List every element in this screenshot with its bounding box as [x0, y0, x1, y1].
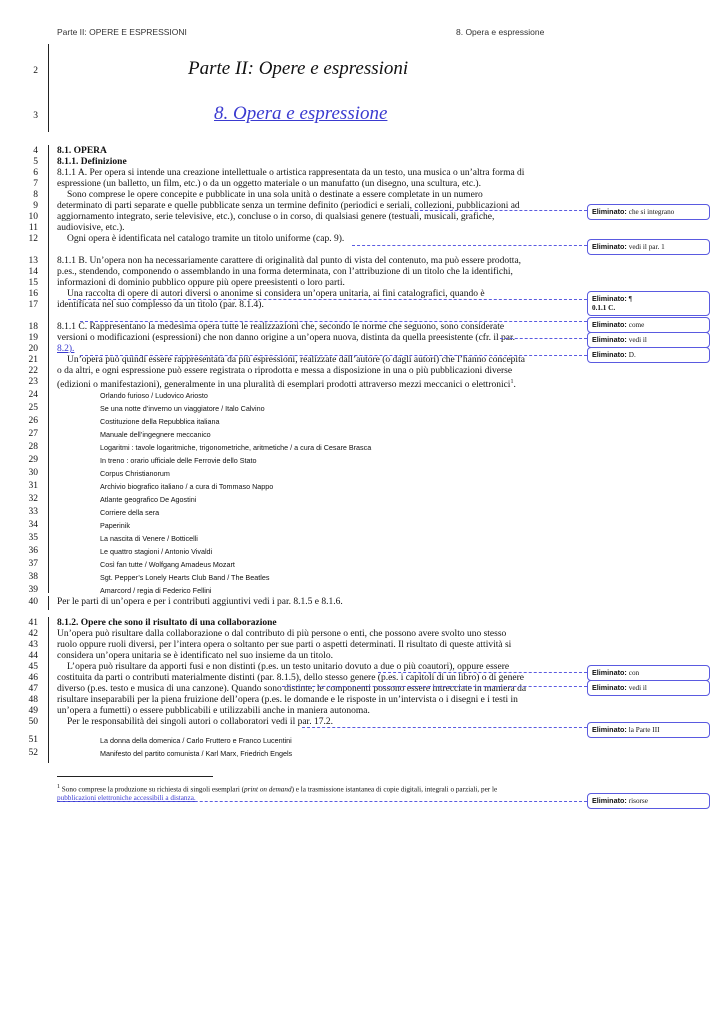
comment-label: Eliminato:: [592, 796, 629, 805]
section-heading: 8.1. OPERA: [57, 146, 107, 156]
footnote-separator: [57, 776, 213, 777]
paragraph-line: un’opera a fumetti) o essere pubblicabili e utilizzabili anche in maniera autonoma.: [57, 706, 370, 716]
paragraph-line: L’opera può risultare da apporti fusi e non distinti (p.es. un testo unitario dovuto a due o più coautori), oppure essere: [67, 662, 510, 672]
footnote-text: Sono comprese la produzione su richiesta di singoli esemplari (: [61, 785, 245, 794]
chapter-title[interactable]: 8. Opera e espressione: [214, 103, 388, 124]
comment-balloon[interactable]: [587, 239, 710, 255]
comment-text: ¶: [628, 295, 633, 303]
comment-connector: [80, 355, 587, 356]
comment-connector: [60, 801, 587, 802]
line-number: 14: [28, 267, 38, 277]
paragraph-line: 8.1.1 C. Rappresentano la medesima opera tutte le realizzazioni che, secondo le norme che seguono, sono considerate: [57, 322, 505, 332]
line-number: 24: [28, 390, 38, 400]
line-number: 34: [28, 520, 38, 530]
paragraph-line: Sono comprese le opere concepite e pubblicate in una sola unità o destinate a essere completate in un numero: [67, 190, 483, 200]
comment-balloon[interactable]: [587, 291, 710, 316]
comment-label: Eliminato:: [592, 207, 629, 216]
line-number: 51: [28, 735, 38, 745]
example-title: Manifesto del partito comunista / Karl Marx, Friedrich Engels: [100, 749, 293, 758]
example-title: La nascita di Venere / Botticelli: [100, 534, 198, 543]
line-number: 8: [33, 190, 38, 200]
line-number: 9: [33, 201, 38, 211]
paragraph-line: aggiornamento integrato, serie televisive, etc.), concluse o in corso, di qualsiasi genere (testuali, musicali, grafiche,: [57, 212, 495, 222]
example-title: Le quattro stagioni / Antonio Vivaldi: [100, 547, 213, 556]
comment-text: vedi il par. 1: [628, 243, 665, 251]
line-number: 40: [28, 597, 38, 607]
line-number: 31: [28, 481, 38, 491]
comment-text: risorse: [628, 797, 648, 805]
comment-text: che si integrano: [628, 208, 675, 216]
paragraph-line: p.es., stendendo, componendo o assemblando in una forma determinata, con l’attribuzione di un titolo che la identifichi,: [57, 267, 513, 277]
paragraph-line: 8.1.1 A. Per opera si intende una creazione intellettuale o artistica rappresentata da un testo, una musica o un’altra forma di: [57, 168, 525, 178]
comment-label: Eliminato:: [592, 335, 629, 344]
comment-balloon[interactable]: [587, 317, 710, 333]
margin-rule: [48, 145, 49, 593]
line-number: 33: [28, 507, 38, 517]
comment-label: Eliminato:: [592, 294, 629, 303]
paragraph-line: ruolo oppure ruoli diversi, per l’intera opera o soltanto per sue parti o aspetti determinati. Il risultato di queste attività si: [57, 640, 512, 650]
paragraph-line: Una raccolta di opere di autori diversi o anonime si considera un’opera unitaria, ai fini catalografici, quando è: [67, 289, 485, 299]
comment-connector: [68, 299, 587, 300]
part-title: Parte II: Opere e espressioni: [188, 58, 409, 79]
comment-label: Eliminato:: [592, 683, 629, 692]
line-number: 22: [28, 366, 38, 376]
line-number: 27: [28, 429, 38, 439]
example-title: Logaritmi : tavole logaritmiche, trigonometriche, aritmetiche / a cura di Cesare Brasca: [100, 443, 372, 452]
footnote-mark: 1: [57, 784, 60, 790]
subsection-heading: 8.1.1. Definizione: [57, 157, 127, 167]
line-number: 46: [28, 673, 38, 683]
line-number: 49: [28, 706, 38, 716]
paragraph-text: (edizioni o manifestazioni), generalmente in una pluralità di esemplari prodotti attraverso mezzi meccanici o elettronici: [57, 380, 511, 391]
line-number: 21: [28, 355, 38, 365]
line-number: 37: [28, 559, 38, 569]
line-number: 5: [33, 157, 38, 167]
line-number: 29: [28, 455, 38, 465]
comment-text: come: [628, 321, 645, 329]
paragraph-line: o da altri, e ogni espressione può essere registrata o riprodotta e messa a disposizione in una o più pubblicazioni diverse: [57, 366, 513, 376]
example-title: Sgt. Pepper’s Lonely Hearts Club Band / The Beatles: [100, 573, 270, 582]
paragraph-line: Ogni opera è identificata nel catalogo tramite un titolo uniforme (cap. 9).: [67, 234, 345, 244]
paragraph-line: Un’opera può risultare dalla collaborazione o dal contributo di più persone o enti, che possono avere svolto uno stesso: [57, 629, 507, 639]
example-title: La donna della domenica / Carlo Fruttero e Franco Lucentini: [100, 736, 292, 745]
comment-balloon[interactable]: [587, 793, 710, 809]
footnote-reference[interactable]: 1: [510, 379, 514, 385]
line-number: 39: [28, 585, 38, 595]
paragraph-line: informazioni di dominio pubblico oppure più opere preesistenti o loro parti.: [57, 278, 345, 288]
comment-label: Eliminato:: [592, 725, 629, 734]
line-number: 10: [28, 212, 38, 222]
line-number: 28: [28, 442, 38, 452]
paragraph-line: (edizioni o manifestazioni), generalmente in una pluralità di esemplari prodotti attraverso mezzi meccanici o elettronici$^1$.: [57, 379, 516, 391]
comment-text: D.: [628, 351, 636, 359]
line-number: 12: [28, 234, 38, 244]
line-number: 16: [28, 289, 38, 299]
paragraph-line: Per le responsabilità dei singoli autori o collaboratori vedi il par. 17.2.: [67, 717, 333, 727]
running-header-right: 8. Opera e espressione: [456, 27, 545, 37]
comment-balloon[interactable]: [587, 680, 710, 696]
comment-text: vedi il: [628, 684, 647, 692]
line-number: 44: [28, 651, 38, 661]
line-number: 23: [28, 377, 38, 387]
comment-text: la Parte III: [628, 726, 660, 734]
example-title: Corpus Christianorum: [100, 469, 170, 478]
inserted-text: 8.2).: [57, 344, 75, 354]
line-number: 45: [28, 662, 38, 672]
comment-connector: [378, 672, 587, 673]
line-number: 15: [28, 278, 38, 288]
comment-connector: [80, 321, 587, 322]
line-number: 4: [33, 146, 38, 156]
line-number: 38: [28, 572, 38, 582]
paragraph-line: 8.1.1 B. Un’opera non ha necessariamente carattere di originalità dal punto di vista del contenuto, ma può essere prodotta,: [57, 256, 522, 266]
paragraph-line: Per le parti di un’opera e per i contributi aggiuntivi vedi i par. 8.1.5 e 8.1.6.: [57, 597, 343, 607]
example-title: Manuale dell’ingegnere meccanico: [100, 430, 211, 439]
line-number: 20: [28, 344, 38, 354]
paragraph-line: considera un’opera unitaria se è identificato nel suo insieme da un titolo.: [57, 651, 333, 661]
comment-connector: [410, 210, 587, 211]
line-number: 41: [28, 618, 38, 628]
paragraph-line: audiovisive, etc.).: [57, 223, 125, 233]
line-number: 48: [28, 695, 38, 705]
example-title: In treno : orario ufficiale delle Ferrovie dello Stato: [100, 456, 257, 465]
line-number: 42: [28, 629, 38, 639]
example-title: Corriere della sera: [100, 508, 160, 517]
example-title: Atlante geografico De Agostini: [100, 495, 197, 504]
line-number: 32: [28, 494, 38, 504]
paragraph-line: identificata nel suo complesso da un titolo (par. 8.1.4).: [57, 300, 264, 310]
example-title: Archivio biografico italiano / a cura di Tommaso Nappo: [100, 482, 274, 491]
comment-balloon[interactable]: [587, 204, 710, 220]
margin-rule: [48, 617, 49, 763]
paragraph-line: risultare inseparabili per la piena fruizione dell’opera (p.es. le domande e le risposte in un’intervista o i disegni e i testi in: [57, 695, 518, 705]
example-title: Se una notte d’inverno un viaggiatore / Italo Calvino: [100, 404, 265, 413]
line-number: 25: [28, 403, 38, 413]
line-number: 26: [28, 416, 38, 426]
paragraph-line: determinato di parti separate e quelle pubblicate senza un termine definito (periodici e seriali, collezioni, pubblicazioni ad: [57, 201, 520, 211]
line-number: 13: [28, 256, 38, 266]
example-title: Amarcord / regia di Federico Fellini: [100, 586, 212, 595]
line-number: 2: [33, 66, 38, 76]
example-title: Così fan tutte / Wolfgang Amadeus Mozart: [100, 560, 235, 569]
paragraph-line: diverso (p.es. testo e musica di una canzone). Quando sono distinte, le componenti possono essere intrecciate in maniera da: [57, 684, 527, 694]
comment-label: Eliminato:: [592, 668, 629, 677]
comment-balloon[interactable]: [587, 722, 710, 738]
comment-connector: [282, 686, 587, 687]
comment-connector: [500, 338, 587, 339]
line-number: 6: [33, 168, 38, 178]
comment-label: Eliminato:: [592, 242, 629, 251]
comment-text: con: [628, 669, 640, 677]
line-number: 17: [28, 300, 38, 310]
footnote-text: pubblicazioni elettroniche accessibili a distanza.: [57, 794, 196, 803]
line-number: 18: [28, 322, 38, 332]
line-number: 3: [33, 111, 38, 121]
comment-text: 0.1.1 C.: [592, 304, 616, 312]
line-number: 35: [28, 533, 38, 543]
margin-rule: [48, 44, 49, 132]
line-number: 36: [28, 546, 38, 556]
paragraph-line: versioni o modificazioni (espressioni) che non danno origine a un’opera nuova, distinta da quella preesistente (cfr. il par.: [57, 333, 515, 343]
margin-rule: [48, 596, 49, 610]
line-number: 7: [33, 179, 38, 189]
line-number: 47: [28, 684, 38, 694]
line-number: 30: [28, 468, 38, 478]
paragraph-line: Un’opera può quindi essere rappresentata da più espressioni, realizzate dall’autore (o dagli autori) che l’hanno concepita: [67, 355, 525, 365]
footnote-text: ) e la trasmissione istantanea di copie digitali, integrali o parziali, per le: [291, 785, 498, 794]
comment-text: vedi il: [628, 336, 647, 344]
footnote-italic: print on demand: [244, 785, 292, 794]
comment-balloon[interactable]: [587, 332, 710, 348]
subsection-heading: 8.1.2. Opere che sono il risultato di una collaborazione: [57, 618, 277, 628]
paragraph-line: costituita da parti o contributi materialmente distinti (par. 8.1.5), dello stesso genere (p.es. i capitoli di un libro) o di genere: [57, 673, 524, 683]
example-title: Costituzione della Repubblica italiana: [100, 417, 220, 426]
line-number: 50: [28, 717, 38, 727]
paragraph-line: espressione (un balletto, un film, etc.) o da un oggetto materiale o un manufatto (un disegno, una scultura, etc.).: [57, 179, 481, 189]
line-number: 19: [28, 333, 38, 343]
comment-balloon[interactable]: [587, 665, 710, 681]
comment-connector: [302, 727, 587, 728]
comment-label: Eliminato:: [592, 320, 629, 329]
comment-label: Eliminato:: [592, 350, 629, 359]
line-number: 43: [28, 640, 38, 650]
running-header-left: Parte II: OPERE E ESPRESSIONI: [57, 27, 187, 37]
example-title: Orlando furioso / Ludovico Ariosto: [100, 391, 208, 400]
comment-balloon[interactable]: [587, 347, 710, 363]
line-number: 52: [28, 748, 38, 758]
comment-connector: [352, 245, 587, 246]
example-title: Paperinik: [100, 521, 130, 530]
line-number: 11: [28, 223, 38, 233]
